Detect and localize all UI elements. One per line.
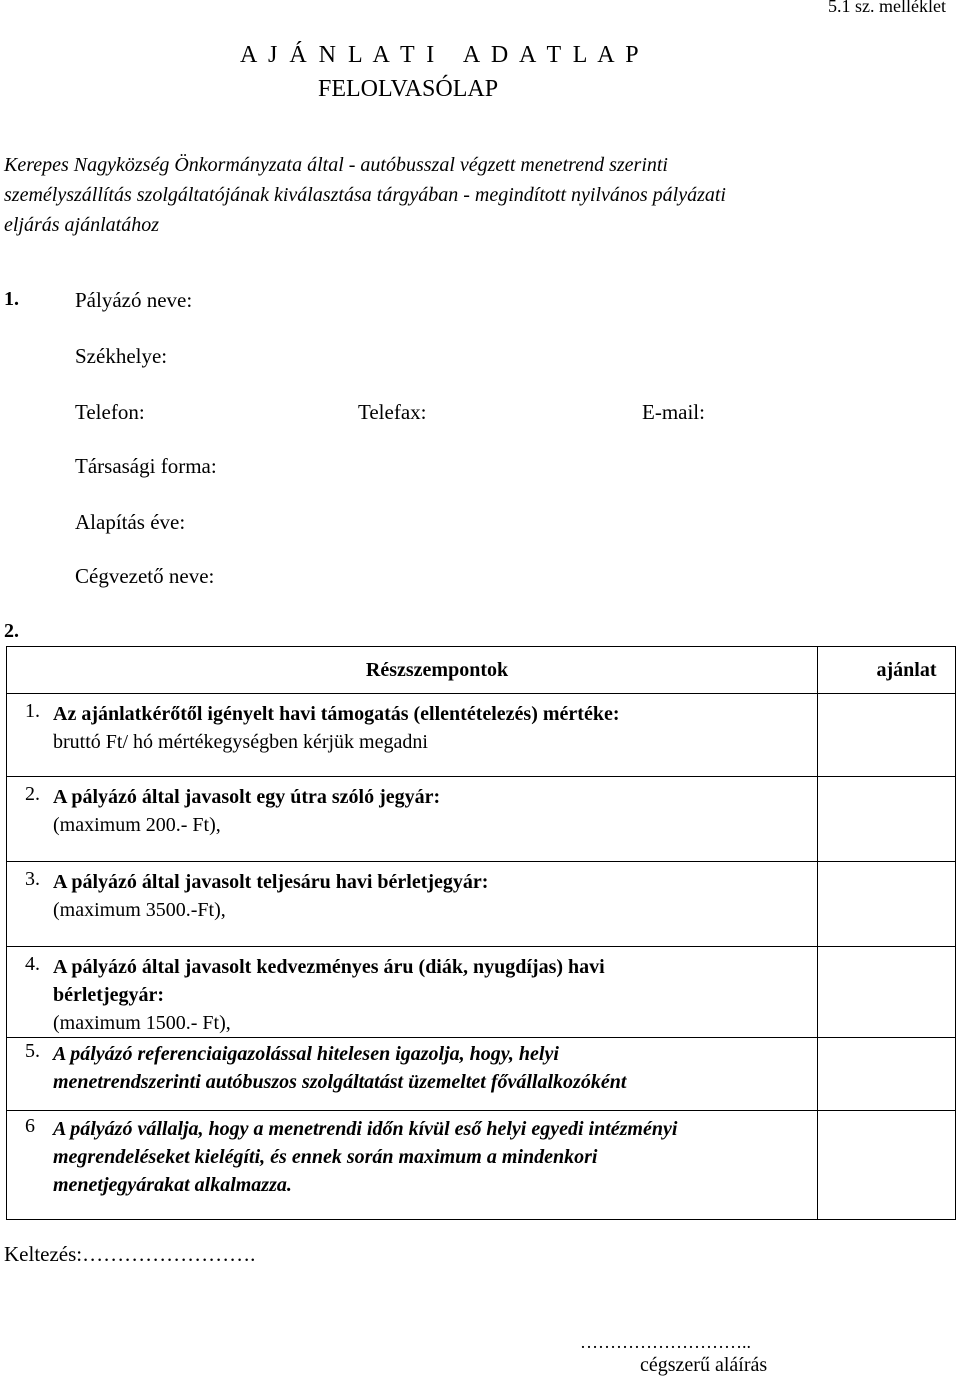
offer-cell[interactable] bbox=[818, 947, 956, 1038]
header-reszszempontok: Részszempontok bbox=[7, 647, 818, 694]
offer-cell[interactable] bbox=[818, 862, 956, 947]
field-cegvezeto-neve: Cégvezető neve: bbox=[75, 564, 215, 588]
table-row bbox=[7, 694, 956, 777]
field-alapitas-eve: Alapítás éve: bbox=[75, 510, 186, 534]
offer-cell[interactable] bbox=[818, 777, 956, 862]
field-telefon: Telefon: bbox=[75, 400, 145, 424]
row-text: (maximum 200.- Ft), bbox=[53, 814, 221, 836]
table-row bbox=[7, 862, 956, 947]
row-text: A pályázó referenciaigazolással hitelesen igazolja, hogy, helyi bbox=[53, 1043, 559, 1065]
row-number: 3. bbox=[25, 868, 40, 890]
row-text: bérletjegyár: bbox=[53, 984, 165, 1006]
row-text: A pályázó által javasolt kedvezményes áru (diák, nyugdíjas) havi bbox=[53, 956, 605, 978]
row-text: menetjegyárakat alkalmazza. bbox=[53, 1174, 292, 1196]
field-tarsasagi-forma: Társasági forma: bbox=[75, 454, 217, 478]
criteria-table bbox=[6, 646, 956, 1220]
date-field: Keltezés:……………………. bbox=[4, 1242, 256, 1266]
table-header-row bbox=[7, 647, 956, 694]
section-1-number: 1. bbox=[4, 288, 19, 310]
signature-label: cégszerű aláírás bbox=[640, 1354, 768, 1376]
row-text: bruttó Ft/ hó mértékegységben kérjük megadni bbox=[53, 731, 428, 753]
annex-label: 5.1 sz. melléklet bbox=[828, 0, 946, 16]
offer-cell[interactable] bbox=[818, 694, 956, 777]
intro-line: Kerepes Nagyközség Önkormányzata által - autóbusszal végzett menetrend szerinti bbox=[4, 154, 668, 176]
row-text: A pályázó által javasolt teljesáru havi bérletjegyár: bbox=[53, 871, 489, 893]
row-number: 4. bbox=[25, 953, 40, 975]
intro-text bbox=[4, 150, 954, 240]
offer-cell[interactable] bbox=[818, 1111, 956, 1220]
row-text: Az ajánlatkérőtől igényelt havi támogatás (ellentételezés) mértéke: bbox=[53, 703, 620, 725]
table-row bbox=[7, 1038, 956, 1111]
row-text: (maximum 1500.- Ft), bbox=[53, 1012, 231, 1034]
offer-cell[interactable] bbox=[818, 1038, 956, 1111]
table-row bbox=[7, 947, 956, 1038]
signature-line: ……………………….. bbox=[580, 1332, 751, 1352]
document-title: A J Á N L A T I A D A T L A P bbox=[240, 42, 642, 68]
row-text: (maximum 3500.-Ft), bbox=[53, 899, 226, 921]
table-row bbox=[7, 1111, 956, 1220]
intro-line: személyszállítás szolgáltatójának kiválasztása tárgyában - megindított nyilvános pályázati bbox=[4, 184, 726, 206]
field-telefax: Telefax: bbox=[358, 400, 427, 424]
row-number: 1. bbox=[25, 700, 40, 722]
row-text: A pályázó által javasolt egy útra szóló jegyár: bbox=[53, 786, 441, 808]
table-row bbox=[7, 777, 956, 862]
section-2-number: 2. bbox=[4, 620, 19, 642]
field-email: E-mail: bbox=[642, 400, 705, 424]
document-subtitle: FELOLVASÓLAP bbox=[318, 76, 499, 102]
row-number: 6 bbox=[25, 1115, 35, 1137]
row-text: megrendeléseket kielégíti, és ennek során maximum a mindenkori bbox=[53, 1146, 598, 1168]
field-szekhely: Székhelye: bbox=[75, 344, 168, 368]
row-text: menetrendszerinti autóbuszos szolgáltatást üzemeltet fővállalkozóként bbox=[53, 1071, 627, 1093]
row-number: 5. bbox=[25, 1040, 40, 1062]
intro-line: eljárás ajánlatához bbox=[4, 214, 160, 236]
field-palyazo-neve: Pályázó neve: bbox=[75, 288, 193, 312]
header-ajanlat: ajánlat bbox=[818, 647, 956, 694]
row-text: A pályázó vállalja, hogy a menetrendi időn kívül eső helyi egyedi intézményi bbox=[53, 1118, 678, 1140]
row-number: 2. bbox=[25, 783, 40, 805]
